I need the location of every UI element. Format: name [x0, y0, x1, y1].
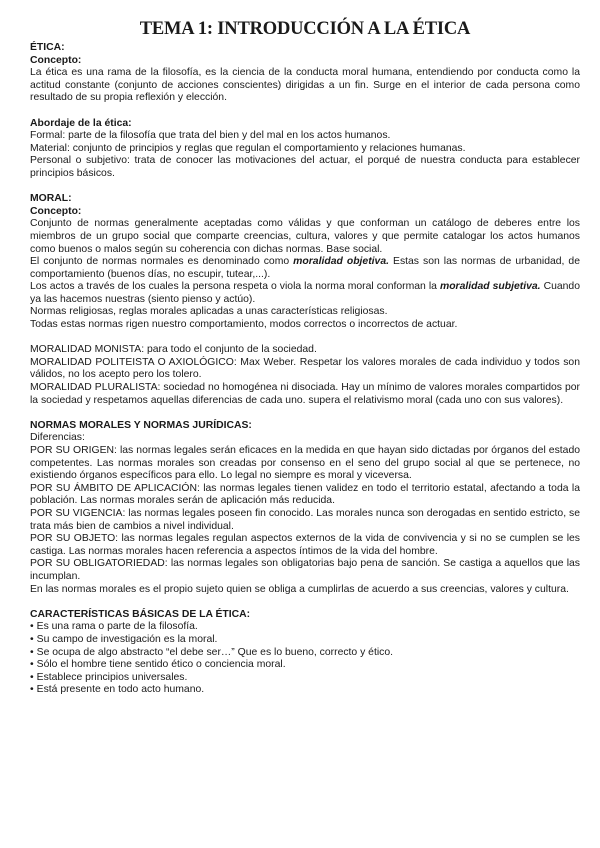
- etica-concepto-label: Concepto:: [30, 54, 82, 66]
- moral-subjetiva-paragraph: [30, 281, 580, 306]
- diferencia-origen: POR SU ORIGEN: las normas legales serán eficaces en la medida en que hayan sido dictadas por órganos del estado competentes. Las normas morales son creadas por consenso en el seno del grupo social al que se pertenece, no existiendo órganos específicos para ello. Lo legal no siempre es moral y viceversa.: [30, 445, 580, 482]
- abordaje-formal: Formal: parte de la filosofía que trata del bien y del mal en los actos humanos.: [30, 130, 391, 142]
- moralidad-objetiva-term: moralidad objetiva.: [293, 256, 389, 268]
- diferencia-objeto: POR SU OBJETO: las normas legales regulan aspectos externos de la vida de convivencia y si no se cumplen se les castiga. Las normas morales hacen referencia a aspectos íntimos de la vida del hombre.: [30, 533, 580, 557]
- moral-concepto-text: Conjunto de normas generalmente aceptadas como válidas y que conforman un catálogo de deberes entre los miembros de un grupo social que comparte creencias, cultura, valores y que permite catalogar los actos humanos como buenos o malos según su coherencia con dichas normas. Base social.: [30, 218, 580, 255]
- list-item: • Es una rama o parte de la filosofía.: [30, 621, 580, 634]
- list-item: • Sólo el hombre tiene sentido ético o conciencia moral.: [30, 659, 580, 672]
- normas-religiosas-text: Normas religiosas, reglas morales aplicadas a unas características religiosas.: [30, 306, 388, 318]
- moral-subjetiva-pre: Los actos a través de los cuales la persona respeta o viola la norma moral conforman la: [30, 281, 440, 293]
- spacer: [30, 332, 580, 345]
- diferencia-ambito: POR SU ÁMBITO DE APLICACIÓN: las normas legales tienen validez en todo el territorio estatal, afectando a toda la población. Las normas morales serán de aplicación más reducida.: [30, 482, 580, 507]
- caracteristicas-heading: CARACTERÍSTICAS BÁSICAS DE LA ÉTICA:: [30, 608, 251, 620]
- moral-subjetiva-post: Cuando ya las hacemos nuestras (siento pienso y actúo).: [30, 281, 580, 305]
- moral-objetiva-paragraph: [30, 256, 580, 281]
- etica-heading: ÉTICA:: [30, 42, 65, 53]
- abordaje-heading: Abordaje de la ética:: [30, 117, 132, 129]
- moralidad-monista: MORALIDAD MONISTA: para todo el conjunto de la sociedad.: [30, 344, 317, 356]
- abordaje-personal: Personal o subjetivo: trata de conocer las motivaciones del actuar, el porqué de nuestra conducta para establecer principios básicos.: [30, 155, 580, 179]
- moralidad-politeista: MORALIDAD POLITEISTA O AXIOLÓGICO: Max Weber. Respetar los valores morales de cada individuo y todos son válidos, no los acepto pero los tolero.: [30, 356, 580, 381]
- document-page: [30, 18, 580, 697]
- moral-objetiva-pre: El conjunto de normas normales es denominado como: [30, 256, 294, 268]
- normas-heading: NORMAS MORALES Y NORMAS JURÍDICAS:: [30, 419, 252, 431]
- diferencias-label: Diferencias:: [30, 432, 85, 444]
- etica-concepto-text: La ética es una rama de la filosofía, es la ciencia de la conducta moral humana, entendiendo por conducta como la actitud constante (conjunto de acciones conscientes) dirigidas a un fin. Surge en el interior de cada persona como resultado de su propia reflexión y elección.: [30, 67, 580, 104]
- caracteristicas-list: [30, 621, 580, 697]
- diferencia-obligatoriedad: POR SU OBLIGATORIEDAD: las normas legales son obligatorias bajo pena de sanción. Se castiga a aquellos que las incumplan.: [30, 558, 580, 582]
- moral-heading: MORAL:: [30, 193, 72, 205]
- list-item: • Se ocupa de algo abstracto “el debe ser…” Que es lo bueno, correcto y ético.: [30, 647, 580, 660]
- normas-morales-obligacion: En las normas morales es el propio sujeto quien se obliga a cumplirlas de acuerdo a sus creencias, valores y cultura.: [30, 583, 569, 595]
- spacer: [30, 105, 580, 118]
- moral-objetiva-post: Estas son las normas de urbanidad, de comportamiento (buenos días, no escupir, tutear,...).: [30, 256, 580, 280]
- moral-concepto-label: Concepto:: [30, 205, 82, 217]
- moralidad-subjetiva-term: moralidad subjetiva.: [439, 281, 541, 293]
- moralidad-pluralista: MORALIDAD PLURALISTA: sociedad no homogénea ni disociada. Hay un mínimo de valores morales compartidos por la sociedad y respetamos aquellas diferencias de cada uno. supera el relativismo moral (cada uno con sus valores).: [30, 382, 580, 406]
- abordaje-material: Material: conjunto de principios y reglas que regulan el comportamiento y relaciones humanas.: [30, 142, 466, 154]
- list-item: • Está presente en todo acto humano.: [30, 684, 580, 697]
- spacer: [30, 596, 580, 609]
- spacer: [30, 407, 580, 420]
- list-item: • Establece principios universales.: [30, 672, 580, 685]
- normas-rigen-text: Todas estas normas rigen nuestro comportamiento, modos correctos o incorrectos de actuar.: [30, 319, 458, 331]
- spacer: [30, 181, 580, 194]
- diferencia-vigencia: POR SU VIGENCIA: las normas legales poseen fin conocido. Las morales nunca son derogadas en sentido estricto, se trata más bien de cambios a nivel individual.: [30, 507, 580, 532]
- page-title: TEMA 1: INTRODUCCIÓN A LA ÉTICA: [139, 19, 471, 39]
- list-item: • Su campo de investigación es la moral.: [30, 634, 580, 647]
